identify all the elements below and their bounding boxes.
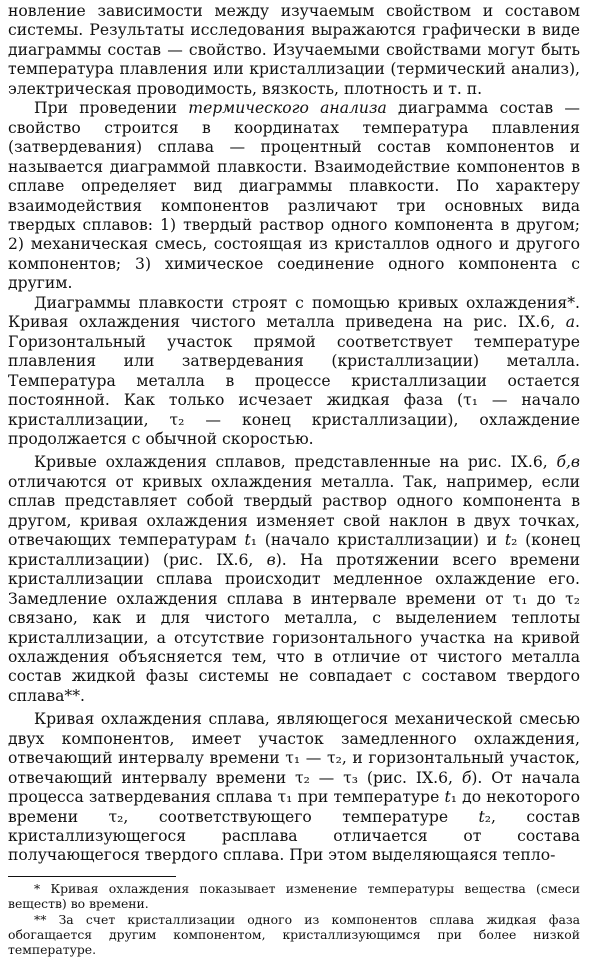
text-run: Диаграммы плавкости строят с помощью кривых охлаждения*. Кривая охлаждения чистого металла приведена на рис. IX.6,: [8, 293, 580, 332]
text-run: диаграмма состав — свойство строится в координатах температура плавления (затвердевания) сплава — процентный состав компонентов и называется диаграммой плавкости. Взаимодействие компонентов в сплаве определяет вид диаграммы плавкости. По характеру взаимодействия компонентов различают три основных вида твердых сплавов: 1) твердый раствор одного компонента в другом; 2) механическая смесь, состоящая из кристаллов одного и другого компонентов; 3) химическое соединение одного компонента с другим.: [8, 99, 580, 293]
text-run: Кривые охлаждения сплавов, представленные на рис. IX.6,: [34, 453, 557, 472]
text-run: новление зависимости между изучаемым свойством и составом системы. Результаты исследования выражаются графически в виде диаграммы состав — свойство. Изучаемыми свойствами могут быть температура плавления или кристаллизации (термический анализ), электрическая проводимость, вязкость, плотность и т. п.: [8, 2, 580, 98]
footnote-1: * Кривая охлаждения показывает изменение температуры вещества (смеси веществ) во времени.: [8, 880, 580, 912]
text-run: отличаются от кривых охлаждения металла. Так, например, если сплав представляет собой твердый раствор одного компонента в другом, кривая охлаждения изменяет свой наклон в двух точках, отвечающих температурам: [8, 472, 580, 550]
footnotes: [8, 881, 580, 957]
text-run: Кривая охлаждения сплава, являющегося механической смесью двух компонентов, имеет участок замедленного охлаждения, отвечающий интервалу времени τ₁ — τ₂, и горизонтальный участок, отвечающий интервалу времени τ₂ — τ₃ (рис. IX.6,: [8, 710, 580, 787]
paragraph-2: [8, 99, 580, 294]
text-run: ). На протяжении всего времени кристаллизации сплава происходит медленное охлаждение его. Замедление охлаждения сплава в интервале времени от τ₁ до τ₂ связано, как и для чистого металла, с выделением теплоты кристаллизации, а отсутствие горизонтального участка на кривой охлаждения объясняется тем, что в отличие от чистого металла состав жидкой фазы системы не совпадает с составом твердого сплава**.: [8, 550, 580, 705]
paragraph-3: [8, 294, 580, 450]
text-run: . Горизонтальный участок прямой соответствует температуре плавления или затвердевания (кристаллизации) металла. Температура металла в процессе кристаллизации остается постоянной. Как только исчезает жидкая фаза (τ₁ — начало кристаллизации, τ₂ — конец кристаллизации), охлаждение продолжается с обычной скоростью.: [8, 313, 580, 448]
italic-term: в: [266, 550, 276, 569]
italic-term: а: [565, 313, 576, 332]
italic-term: б: [461, 768, 472, 787]
main-text: [8, 2, 580, 866]
footnote-divider: [8, 876, 176, 877]
footnote-2: ** За счет кристаллизации одного из компонентов сплава жидкая фаза обогащается другим компонентом, кристаллизующимся при более низкой температуре.: [8, 911, 580, 958]
italic-term: б,в: [556, 453, 580, 472]
text-run: При проведении: [34, 99, 189, 118]
text-run: ₁ (начало кристаллизации) и: [250, 531, 505, 550]
italic-term: t: [244, 531, 251, 550]
paragraph-4: [8, 453, 580, 706]
text-run: ₁ до некоторого времени τ₂, соответствующего температуре: [8, 788, 580, 826]
text-run: ₂ (конец кристаллизации) (рис. IX.6,: [8, 531, 581, 569]
italic-term: t: [504, 531, 512, 550]
italic-term: t: [444, 788, 451, 807]
text-run: ). От начала процесса затвердевания сплава τ₁ при температуре: [8, 768, 580, 807]
paragraph-5: [8, 710, 580, 866]
italic-term: t: [478, 807, 485, 826]
paragraph-1: [8, 2, 580, 99]
italic-term: термического анализа: [188, 99, 387, 118]
text-run: ₂, состав кристаллизующегося расплава отличается от состава получающегося твердого сплава. При этом выделяющаяся тепло-: [8, 807, 580, 865]
